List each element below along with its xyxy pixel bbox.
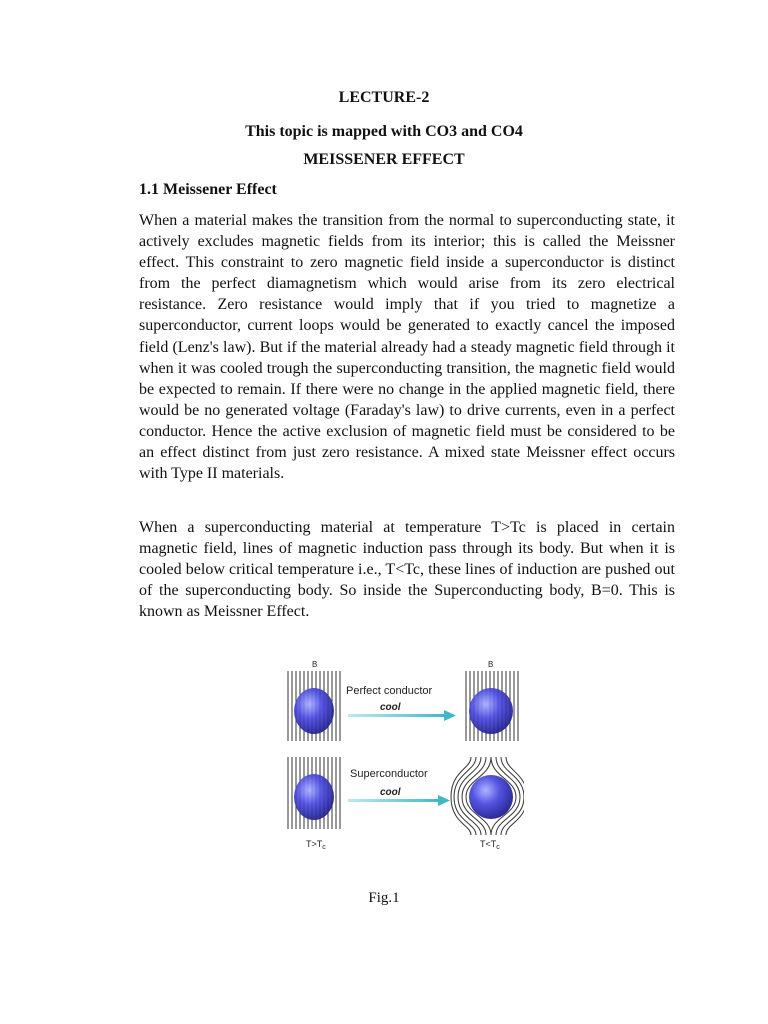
temp-above-label: $T>T_c$ xyxy=(306,839,326,851)
sphere-bottom-left xyxy=(294,774,334,820)
course-outcome-mapping: This topic is mapped with CO3 and CO4 xyxy=(245,123,523,140)
cool-label-bottom: cool xyxy=(380,787,401,798)
meissner-effect-figure xyxy=(284,657,524,853)
figure-caption: Fig.1 xyxy=(368,890,400,906)
cool-arrow-top-icon xyxy=(348,710,456,721)
lecture-heading: LECTURE-2 xyxy=(338,89,430,106)
superconductor-label: Superconductor xyxy=(350,768,428,780)
paragraph-meissner-definition: When a material makes the transition from the normal to superconducting state, it actively excludes magnetic fields from its interior; this is called the Meissner effect. This constraint to zero magnetic field inside a superconductor is distinct from the perfect diamagnetism which would arise from its zero electrical resistance. Zero resistance would imply that if you tried to magnetize a superconductor, current loops would be generated to exactly cancel the imposed field (Lenz's law). But if the material already had a steady magnetic field through it when it was cooled trough the superconducting transition, the magnetic field would be expected to remain. If there were no change in the applied magnetic field, there would be no generated voltage (Faraday's law) to drive currents, even in a perfect conductor. Hence the active exclusion of magnetic field must be considered to be an effect distinct from just zero resistance. A mixed state Meissner effect occurs with Type II materials. xyxy=(139,212,675,483)
sphere-top-left xyxy=(294,688,334,734)
cool-label-top: cool xyxy=(380,702,401,713)
sphere-bottom-right xyxy=(469,775,513,819)
field-label-b-left: B xyxy=(312,660,318,669)
field-label-b-right: B xyxy=(488,660,494,669)
temp-below-label: $T<T_c$ xyxy=(480,839,500,851)
section-heading: 1.1 Meissener Effect xyxy=(139,181,277,198)
page-title: MEISSENER EFFECT xyxy=(303,151,465,168)
perfect-conductor-label: Perfect conductor xyxy=(346,685,433,697)
sphere-top-right xyxy=(469,688,513,734)
paragraph-meissner-explanation: When a superconducting material at temperature T>Tc is placed in certain magnetic field, lines of magnetic induction pass through its body. But when it is cooled below critical temperature i.e., T<Tc, these lines of induction are pushed out of the superconducting body. So inside the Superconducting body, B=0. This is known as Meissner Effect. xyxy=(139,519,675,621)
